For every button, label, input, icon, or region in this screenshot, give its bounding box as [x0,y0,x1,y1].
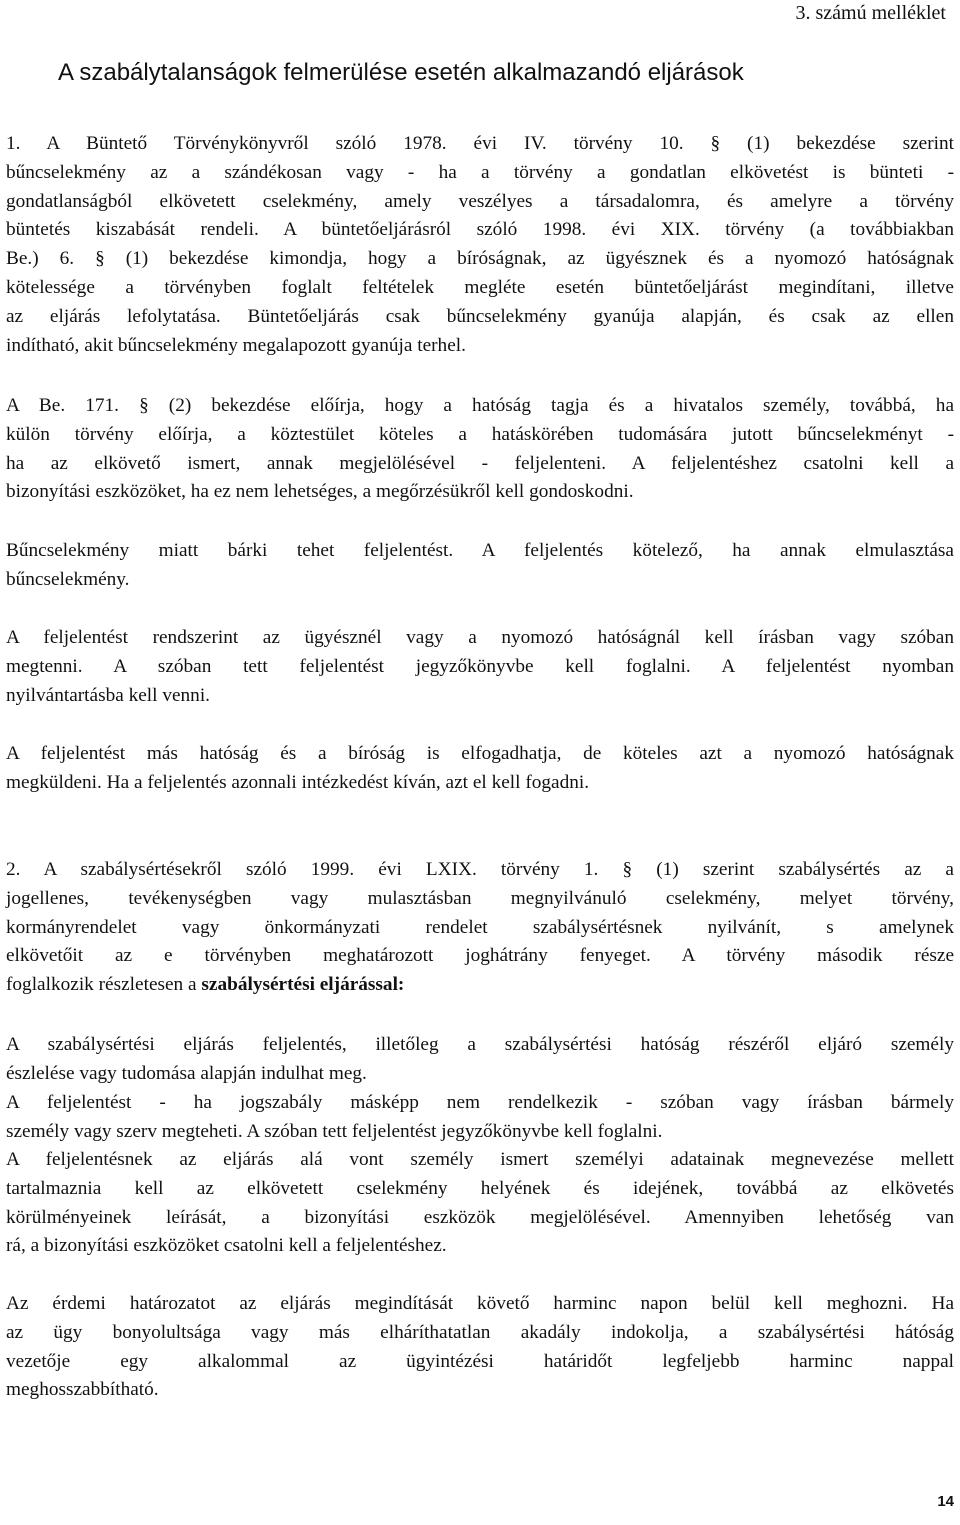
text-line: bűncselekmény. [6,568,130,590]
text-line: az ügy bonyolultsága vagy más elháríthatatlan akadály indokolja, a szabálysértési hátóság [6,1321,954,1343]
text-line: külön törvény előírja, a köztestület köteles a hatáskörében tudomására jutott bűncselekményt - [6,423,954,445]
paragraph [6,1146,954,1261]
text-line: A feljelentést más hatóság és a bíróság is elfogadhatja, de köteles azt a nyomozó hatóságnak [6,743,954,764]
text-line: 2. A szabálysértésekről szóló 1999. évi LXIX. törvény 1. § (1) szerint szabálysértés az a [6,859,954,880]
text-line: indítható, akit bűncselekmény megalapozott gyanúja terhel. [6,334,466,356]
text-line: észlelése vagy tudomása alapján indulhat meg. [6,1062,367,1084]
page-title: A szabálytalanságok felmerülése esetén alkalmazandó eljárások [58,59,744,86]
text-line: vezetője egy alkalommal az ügyintézési határidőt legfeljebb harminc nappal [6,1350,954,1372]
text-line [6,971,954,1000]
text-line: megtenni. A szóban tett feljelentést jegyzőkönyvbe kell foglalni. A feljelentést nyomban [6,655,954,677]
paragraph [6,537,954,595]
paragraph [6,1031,954,1089]
text-line: gondatlanságból elkövetett cselekmény, amely veszélyes a társadalomra, és amelyre a törvény [6,190,954,212]
text-line: Bűncselekmény miatt bárki tehet feljelentést. A feljelentés kötelező, ha annak elmulasztása [6,540,954,561]
text-line: elkövetőit az e törvényben meghatározott joghátrány fenyeget. A törvény második része [6,945,954,967]
bold-term: szabálysértési eljárással: [201,974,405,996]
text-line: jogellenes, tevékenységben vagy mulasztásban megnyilvánuló cselekmény, melyet törvény, [6,887,954,909]
text-line: A szabálysértési eljárás feljelentés, illetőleg a szabálysértési hatóság részéről eljáró személy [6,1034,954,1055]
text-line: 1. A Büntető Törvénykönyvről szóló 1978. évi IV. törvény 10. § (1) bekezdése szerint [6,133,954,154]
page-number: 14 [937,1493,954,1510]
paragraph [6,1290,954,1405]
paragraph [6,392,954,507]
paragraph [6,624,954,710]
text-line: A feljelentésnek az eljárás alá vont személy ismert személyi adatainak megnevezése mellett [6,1149,954,1170]
text-line: rá, a bizonyítási eszközöket csatolni kell a feljelentéshez. [6,1235,447,1257]
text-line: körülményeinek leírását, a bizonyítási eszközök megjelölésével. Amennyiben lehetőség van [6,1206,954,1228]
text-line: az eljárás lefolytatása. Büntetőeljárás csak bűncselekmény gyanúja alapján, és csak az ellen [6,305,954,327]
text-line: személy vagy szerv megteheti. A szóban tett feljelentést jegyzőkönyvbe kell foglalni. [6,1120,663,1142]
paragraph-intro [6,856,954,1000]
text-line: kormányrendelet vagy önkormányzati rendelet szabálysértésnek nyilvánít, s amelynek [6,916,954,938]
text-line: bizonyítási eszközöket, ha ez nem lehetséges, a megőrzésükről kell gondoskodni. [6,481,634,503]
text-line: bűncselekmény az a szándékosan vagy - ha a törvény a gondatlan elkövetést is bünteti - [6,161,954,183]
text-line: tartalmaznia kell az elkövetett cselekmény helyének és idejének, továbbá az elkövetés [6,1177,954,1199]
paragraph [6,1089,954,1147]
annex-label: 3. számú melléklet [795,2,946,24]
paragraph [6,130,954,360]
text-line: A feljelentést - ha jogszabály másképp nem rendelkezik - szóban vagy írásban bármely [6,1092,954,1113]
text-fragment: foglalkozik részletesen a [6,974,202,996]
text-line: büntetés kiszabását rendeli. A büntetőeljárásról szóló 1998. évi XIX. törvény (a továbbiakban [6,219,954,241]
text-line: A feljelentést rendszerint az ügyésznél vagy a nyomozó hatóságnál kell írásban vagy szóban [6,627,954,648]
text-line: megküldeni. Ha a feljelentés azonnali intézkedést kíván, azt el kell fogadni. [6,771,590,793]
text-line: kötelessége a törvényben foglalt feltételek megléte esetén büntetőeljárást megindítani, illetve [6,276,954,298]
text-line: Az érdemi határozatot az eljárás megindítását követő harminc napon belül kell meghozni. Ha [6,1293,954,1314]
text-line: A Be. 171. § (2) bekezdése előírja, hogy a hatóság tagja és a hivatalos személy, továbbá, ha [6,395,954,416]
text-line: nyilvántartásba kell venni. [6,684,210,706]
text-line: ha az elkövető ismert, annak megjelölésével - feljelenteni. A feljelentéshez csatolni kell a [6,452,954,474]
text-line: meghosszabbítható. [6,1379,159,1401]
paragraph [6,740,954,798]
text-line: Be.) 6. § (1) bekezdése kimondja, hogy a bíróságnak, az ügyésznek és a nyomozó hatóságnak [6,248,954,270]
